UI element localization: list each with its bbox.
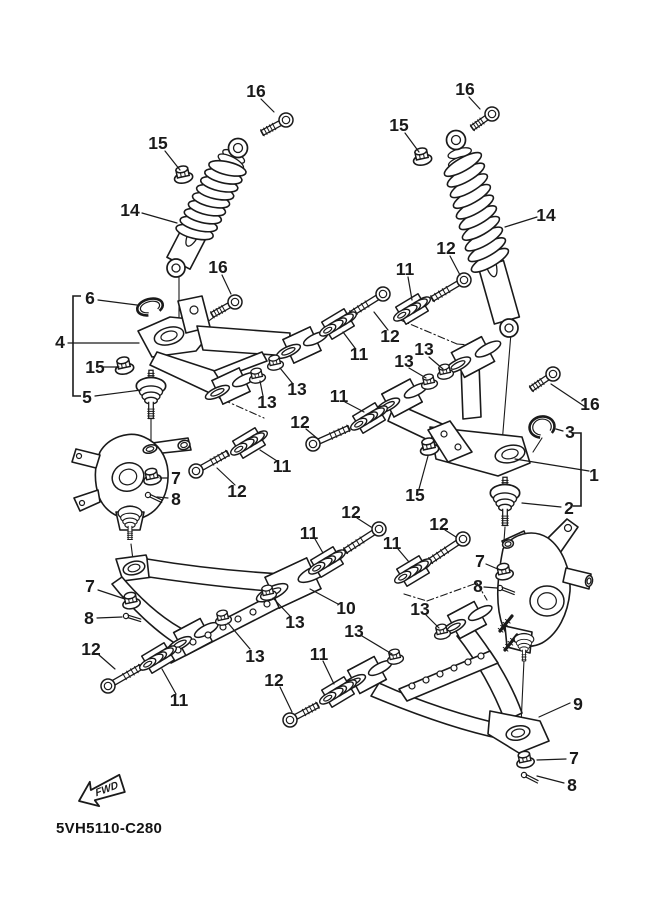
callout-leader [537, 759, 566, 760]
circlip-outer [528, 414, 556, 439]
callout-leader [522, 503, 561, 507]
cotter-pin [123, 613, 141, 621]
callout-label-10[interactable]: 10 [336, 598, 356, 618]
callout-label-11[interactable]: 11 [329, 386, 349, 406]
rings-holes [77, 306, 594, 742]
callout-label-8[interactable]: 8 [473, 576, 483, 596]
flange-bolt [529, 367, 560, 392]
cotter-pin [520, 772, 539, 783]
callout-label-12[interactable]: 12 [380, 326, 400, 346]
hole [465, 659, 471, 665]
bolt-head [286, 716, 293, 723]
callout-label-15[interactable]: 15 [405, 485, 425, 505]
callout-label-8[interactable]: 8 [84, 608, 94, 628]
hole [190, 306, 198, 314]
lower-arm-right-leg-front [371, 683, 505, 739]
callout-label-15[interactable]: 15 [85, 357, 105, 377]
hole [77, 454, 82, 459]
upper-arm-left-rear-beam [197, 326, 290, 356]
callout-label-13[interactable]: 13 [414, 339, 434, 359]
hole [205, 632, 211, 638]
ball-joint [490, 477, 519, 525]
callout-label-12[interactable]: 12 [429, 514, 449, 534]
callout-leader [405, 133, 419, 152]
hole [451, 665, 457, 671]
callout-label-16[interactable]: 16 [246, 81, 266, 101]
hole [455, 444, 461, 450]
hole [235, 616, 241, 622]
callout-label-2[interactable]: 2 [564, 498, 574, 518]
hole [80, 501, 85, 506]
callout-label-7[interactable]: 7 [569, 748, 579, 768]
callout-leader [551, 384, 584, 406]
callout-label-16[interactable]: 16 [455, 79, 475, 99]
callout-label-13[interactable]: 13 [257, 392, 277, 412]
callout-label-11[interactable]: 11 [299, 523, 319, 543]
shock-top-eye-bore [452, 136, 461, 145]
callout-leader [310, 589, 338, 604]
alignment-line [502, 333, 511, 444]
callout-leader [450, 256, 460, 275]
callout-label-11[interactable]: 11 [395, 259, 415, 279]
callout-label-16[interactable]: 16 [580, 394, 600, 414]
bolt-head [459, 535, 466, 542]
diagram-part-code: 5VH5110-C280 [56, 820, 163, 837]
shock-absorbers [167, 131, 519, 338]
callout-label-11[interactable]: 11 [309, 644, 329, 664]
callout-leader [280, 687, 292, 712]
callout-label-11[interactable]: 11 [349, 344, 369, 364]
flange-bolt [261, 113, 293, 136]
callout-label-7[interactable]: 7 [475, 551, 485, 571]
seat-ring-inner [587, 578, 592, 585]
hole [409, 683, 415, 689]
callout-label-11[interactable]: 11 [169, 690, 189, 710]
callout-label-16[interactable]: 16 [208, 257, 228, 277]
bolt-head [282, 116, 289, 123]
callout-label-12[interactable]: 12 [341, 502, 361, 522]
callout-label-12[interactable]: 12 [227, 481, 247, 501]
knuckle-left-tab2 [74, 490, 100, 511]
flange-bolt [306, 425, 350, 451]
callout-label-3[interactable]: 3 [565, 422, 575, 442]
callout-leader [539, 703, 570, 717]
bolt-head [375, 525, 382, 532]
callout-label-14[interactable]: 14 [536, 205, 556, 225]
callout-label-14[interactable]: 14 [120, 200, 140, 220]
alignment-line [533, 438, 542, 452]
callout-label-13[interactable]: 13 [285, 612, 305, 632]
hole [190, 639, 196, 645]
bolt-head [192, 467, 199, 474]
callout-label-11[interactable]: 11 [272, 456, 292, 476]
callout-label-13[interactable]: 13 [245, 646, 265, 666]
alignment-line [521, 660, 524, 725]
flange-bolt [101, 664, 142, 693]
hole [423, 677, 429, 683]
knuckle-left-tab1 [72, 449, 100, 468]
flange-bolt [211, 295, 242, 318]
flange-nut [386, 648, 405, 666]
hole [441, 431, 447, 437]
circlip [135, 296, 164, 318]
callout-label-7[interactable]: 7 [171, 468, 181, 488]
shock-top-eye-bore [234, 144, 243, 153]
flange-nut [172, 164, 194, 184]
callout-label-8[interactable]: 8 [567, 775, 577, 795]
hole [478, 653, 484, 659]
callout-leader [505, 217, 537, 227]
callout-leader [98, 300, 137, 305]
callout-label-13[interactable]: 13 [410, 599, 430, 619]
callout-label-12[interactable]: 12 [81, 639, 101, 659]
bolt-head [231, 298, 238, 305]
shock-bottom-eye-bore [172, 264, 180, 272]
callout-leader [408, 277, 412, 300]
circlip [528, 414, 556, 439]
bolt-head [309, 440, 316, 447]
group-bracket [73, 296, 81, 396]
fwd-arrow-icon [74, 771, 127, 812]
pivot-collar [393, 556, 433, 587]
hole [437, 671, 443, 677]
callout-leader [165, 151, 180, 170]
flange-nut [113, 355, 135, 375]
pivot-collar [318, 309, 358, 340]
callout-leader [484, 587, 497, 588]
pivot-collar [229, 428, 269, 459]
shock-bottom-eye-bore [505, 324, 513, 332]
callout-leader [362, 636, 392, 654]
callout-label-11[interactable]: 11 [382, 533, 402, 553]
callout-leader [142, 213, 177, 223]
flange-bolt [344, 522, 386, 554]
callout-leader [323, 661, 334, 684]
ball-joint [136, 370, 165, 418]
callout-label-13[interactable]: 13 [287, 379, 307, 399]
hole [250, 609, 256, 615]
pivot-collar [307, 547, 347, 578]
callout-leader [222, 275, 231, 294]
seat-ring-inner [538, 593, 557, 610]
callout-label-13[interactable]: 13 [394, 351, 414, 371]
callout-label-12[interactable]: 12 [436, 238, 456, 258]
callout-label-12[interactable]: 12 [290, 412, 310, 432]
callout-label-12[interactable]: 12 [264, 670, 284, 690]
hole [565, 525, 572, 532]
shock-absorber-right [441, 131, 519, 338]
callout-label-7[interactable]: 7 [85, 576, 95, 596]
callout-leader [556, 429, 563, 431]
callout-leader [97, 617, 122, 618]
shock-absorber-left [167, 139, 248, 278]
flange-bolt [470, 107, 499, 131]
flange-nut [411, 146, 433, 166]
callout-label-5[interactable]: 5 [82, 387, 92, 407]
callout-leader [537, 776, 564, 783]
callout-label-15[interactable]: 15 [148, 133, 168, 153]
bolt-head [460, 276, 467, 283]
flange-bolt [431, 273, 471, 302]
fwd-arrow-text: FWD [94, 779, 120, 800]
callout-label-9[interactable]: 9 [573, 694, 583, 714]
pivot-collar [318, 677, 358, 708]
callout-label-13[interactable]: 13 [344, 621, 364, 641]
lower-arm-left-brace [162, 589, 292, 663]
callout-leader [95, 390, 141, 396]
callout-label-8[interactable]: 8 [171, 489, 181, 509]
circlip-outer [135, 296, 164, 318]
callout-label-15[interactable]: 15 [389, 115, 409, 135]
callout-label-6[interactable]: 6 [85, 288, 95, 308]
callout-leader [99, 655, 115, 669]
callout-label-1[interactable]: 1 [589, 465, 599, 485]
hole [264, 601, 270, 607]
flange-bolt [429, 532, 470, 564]
bolt-head [488, 110, 495, 117]
callout-label-4[interactable]: 4 [55, 332, 65, 352]
bolt-head [549, 370, 556, 377]
bolt-head [379, 290, 386, 297]
pivot-collar [138, 643, 178, 674]
bolt-head [104, 682, 111, 689]
phantom-line [427, 583, 477, 601]
